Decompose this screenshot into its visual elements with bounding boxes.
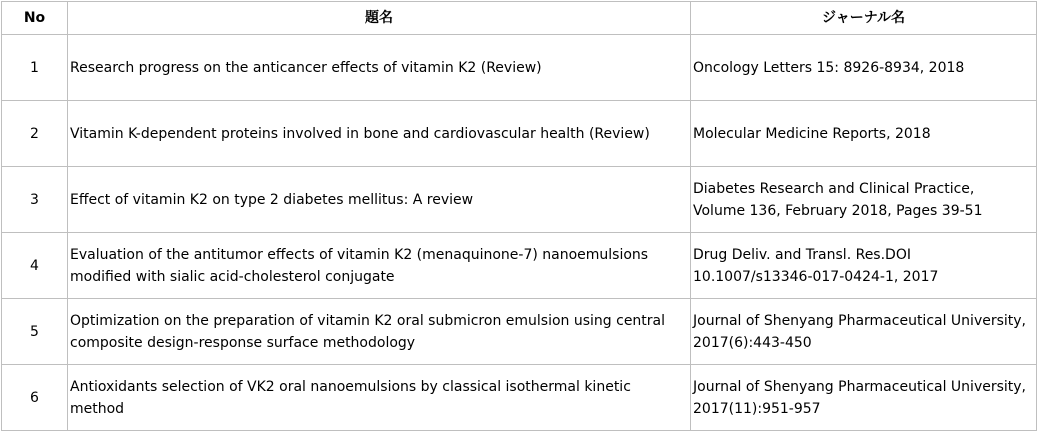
table-row bbox=[2, 35, 1037, 101]
journal-name bbox=[691, 101, 1037, 167]
journal-name bbox=[691, 299, 1037, 365]
title-line: Effect of vitamin K2 on type 2 diabetes mellitus: A review bbox=[70, 191, 474, 208]
row-number: 4 bbox=[2, 233, 68, 299]
title-line: Antioxidants selection of VK2 oral nanoemulsions by classical isothermal kinetic bbox=[70, 378, 631, 395]
paper-title bbox=[68, 233, 691, 299]
table-row bbox=[2, 233, 1037, 299]
title-line: Evaluation of the antitumor effects of vitamin K2 (menaquinone-7) nanoemulsions bbox=[70, 246, 649, 263]
title-line: Optimization on the preparation of vitamin K2 oral submicron emulsion using central bbox=[70, 312, 666, 329]
table-row bbox=[2, 167, 1037, 233]
row-number: 6 bbox=[2, 365, 68, 431]
paper-title bbox=[68, 101, 691, 167]
paper-title bbox=[68, 167, 691, 233]
journal-name bbox=[691, 35, 1037, 101]
journal-name bbox=[691, 365, 1037, 431]
row-number: 5 bbox=[2, 299, 68, 365]
title-line: composite design-response surface methodology bbox=[70, 334, 416, 351]
table-row bbox=[2, 299, 1037, 365]
header-row bbox=[2, 2, 1037, 35]
journal-line: 2017(6):443-450 bbox=[693, 334, 812, 351]
title-line: Research progress on the anticancer effects of vitamin K2 (Review) bbox=[70, 59, 542, 76]
journal-line: Drug Deliv. and Transl. Res.DOI bbox=[693, 246, 911, 263]
journal-line: 2017(11):951-957 bbox=[693, 400, 821, 417]
row-number: 1 bbox=[2, 35, 68, 101]
title-line: Vitamin K-dependent proteins involved in bone and cardiovascular health (Review) bbox=[70, 125, 650, 142]
paper-title bbox=[68, 365, 691, 431]
journal-line: Diabetes Research and Clinical Practice, bbox=[693, 180, 975, 197]
header-no: No bbox=[2, 2, 68, 35]
header-title: 題名 bbox=[68, 2, 691, 35]
journal-line: Journal of Shenyang Pharmaceutical University, bbox=[693, 312, 1027, 329]
journal-line: Journal of Shenyang Pharmaceutical University, bbox=[693, 378, 1027, 395]
title-line: method bbox=[70, 400, 125, 417]
journal-line: 10.1007/s13346-017-0424-1, 2017 bbox=[693, 268, 939, 285]
table-row bbox=[2, 365, 1037, 431]
row-number: 3 bbox=[2, 167, 68, 233]
paper-title bbox=[68, 35, 691, 101]
row-number: 2 bbox=[2, 101, 68, 167]
references-table bbox=[1, 1, 1037, 431]
paper-title bbox=[68, 299, 691, 365]
journal-name bbox=[691, 233, 1037, 299]
header-journal: ジャーナル名 bbox=[691, 2, 1037, 35]
title-line: modified with sialic acid-cholesterol conjugate bbox=[70, 268, 395, 285]
journal-line: Molecular Medicine Reports, 2018 bbox=[693, 125, 931, 142]
journal-name bbox=[691, 167, 1037, 233]
journal-line: Volume 136, February 2018, Pages 39-51 bbox=[693, 202, 983, 219]
journal-line: Oncology Letters 15: 8926-8934, 2018 bbox=[693, 59, 965, 76]
table-row bbox=[2, 101, 1037, 167]
